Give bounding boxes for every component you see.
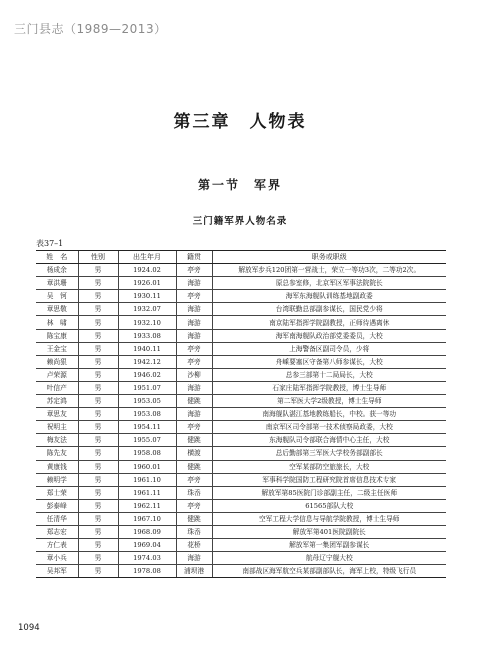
table-header-row [36, 251, 446, 264]
birth-date-cell: 1926.01 [118, 277, 176, 290]
gender-cell: 男 [78, 473, 118, 486]
gender-cell: 男 [78, 303, 118, 316]
birth-date-cell: 1954.11 [118, 421, 176, 434]
hometown-cell: 花桥 [176, 539, 212, 552]
hometown-cell: 健跳 [176, 460, 212, 473]
column-header-gender: 性别 [78, 251, 118, 264]
gender-cell: 男 [78, 447, 118, 460]
column-header-name: 姓 名 [36, 251, 78, 264]
birth-date-cell: 1962.11 [118, 499, 176, 512]
position-cell: 解放军第一集团军副参谋长 [212, 539, 446, 552]
hometown-cell: 亭旁 [176, 499, 212, 512]
table-row [36, 264, 446, 277]
hometown-cell: 亭旁 [176, 264, 212, 277]
hometown-cell: 海游 [176, 277, 212, 290]
position-cell: 东海舰队司令部联合海情中心主任，大校 [212, 434, 446, 447]
birth-date-cell: 1951.07 [118, 381, 176, 394]
name-cell: 吴 钶 [36, 290, 78, 303]
name-cell: 章小兵 [36, 552, 78, 565]
birth-date-cell: 1961.11 [118, 486, 176, 499]
position-cell: 军事科学院国防工程研究院首席信息技术专家 [212, 473, 446, 486]
gender-cell: 男 [78, 342, 118, 355]
birth-date-cell: 1932.07 [118, 303, 176, 316]
column-header-hometown: 籍贯 [176, 251, 212, 264]
table-row [36, 421, 446, 434]
table-row [36, 355, 446, 368]
position-cell: 解放军第85医院门诊部副主任，二级主任医师 [212, 486, 446, 499]
name-cell: 陈先友 [36, 447, 78, 460]
position-cell: 解放军步兵120团第一营战士，荣立一等功3次，二等功2次。 [212, 264, 446, 277]
gender-cell: 男 [78, 421, 118, 434]
position-cell: 原总参室修，北京军区军事法院院长 [212, 277, 446, 290]
name-cell: 黄康钱 [36, 460, 78, 473]
running-head: 三门县志（1989—2013） [14, 22, 167, 36]
position-cell: 南海舰队湛江基地教练船长，中校。获一等功 [212, 408, 446, 421]
gender-cell: 男 [78, 355, 118, 368]
position-cell: 舟嵊要塞区守备第八师参谋长，大校 [212, 355, 446, 368]
position-cell: 空军某部防空旅旅长，大校 [212, 460, 446, 473]
table-row [36, 473, 446, 486]
gender-cell: 男 [78, 460, 118, 473]
table-body [36, 264, 446, 578]
gender-cell: 男 [78, 499, 118, 512]
gender-cell: 男 [78, 552, 118, 565]
gender-cell: 男 [78, 277, 118, 290]
hometown-cell: 健跳 [176, 434, 212, 447]
hometown-cell: 海游 [176, 408, 212, 421]
hometown-cell: 珠岙 [176, 486, 212, 499]
hometown-cell: 亭旁 [176, 421, 212, 434]
hometown-cell: 沙柳 [176, 368, 212, 381]
gender-cell: 男 [78, 316, 118, 329]
gender-cell: 男 [78, 539, 118, 552]
table-row [36, 460, 446, 473]
table-row [36, 290, 446, 303]
position-cell: 南部战区海军航空兵某部副部队长，海军上校，特级飞行员 [212, 565, 446, 578]
birth-date-cell: 1940.11 [118, 342, 176, 355]
column-header-birth-date: 出生年月 [118, 251, 176, 264]
table-row [36, 539, 446, 552]
hometown-cell: 亭旁 [176, 355, 212, 368]
table-row [36, 447, 446, 460]
gender-cell: 男 [78, 329, 118, 342]
position-cell: 海军南海舰队政治部党委委员，大校 [212, 329, 446, 342]
gender-cell: 男 [78, 408, 118, 421]
table-row [36, 368, 446, 381]
gender-cell: 男 [78, 486, 118, 499]
name-cell: 章洪珊 [36, 277, 78, 290]
table-row [36, 434, 446, 447]
name-cell: 郑志宏 [36, 525, 78, 538]
name-cell: 赖尚狠 [36, 355, 78, 368]
gender-cell: 男 [78, 395, 118, 408]
birth-date-cell: 1978.08 [118, 565, 176, 578]
hometown-cell: 横渡 [176, 447, 212, 460]
table-row [36, 552, 446, 565]
table-title: 三门籍军界人物名录 [192, 216, 288, 227]
position-cell: 解放军第401医院副院长 [212, 525, 446, 538]
position-cell: 台湾联勤总部副参谋长，国民党少将 [212, 303, 446, 316]
name-cell: 王金宝 [36, 342, 78, 355]
position-cell: 空军工程大学信息与导航学院教授，博士生导师 [212, 512, 446, 525]
gender-cell: 男 [78, 525, 118, 538]
position-cell: 石家庄陆军指挥学院教授，博士生导师 [212, 381, 446, 394]
position-cell: 海军东海舰队训练基地副政委 [212, 290, 446, 303]
chapter-title: 第三章 人物表 [173, 112, 307, 132]
table-number: 表37–1 [36, 239, 64, 248]
gender-cell: 男 [78, 264, 118, 277]
gender-cell: 男 [78, 512, 118, 525]
section-title: 第一节 军界 [197, 178, 282, 192]
birth-date-cell: 1969.04 [118, 539, 176, 552]
name-cell: 梅友法 [36, 434, 78, 447]
gender-cell: 男 [78, 368, 118, 381]
position-cell: 总参三部第十二局局长，大校 [212, 368, 446, 381]
position-cell: 南京陆军指挥学院副教授，正师待遇离休 [212, 316, 446, 329]
birth-date-cell: 1974.03 [118, 552, 176, 565]
table-row [36, 525, 446, 538]
hometown-cell: 海游 [176, 303, 212, 316]
table-row [36, 316, 446, 329]
name-cell: 彭泰峰 [36, 499, 78, 512]
position-cell: 总后勤部第三军医大学校务部副部长 [212, 447, 446, 460]
hometown-cell: 海游 [176, 552, 212, 565]
hometown-cell: 亭旁 [176, 290, 212, 303]
name-cell: 任清华 [36, 512, 78, 525]
birth-date-cell: 1933.08 [118, 329, 176, 342]
birth-date-cell: 1924.02 [118, 264, 176, 277]
page-number: 1094 [18, 623, 40, 633]
hometown-cell: 珠岙 [176, 525, 212, 538]
gender-cell: 男 [78, 381, 118, 394]
hometown-cell: 亭旁 [176, 473, 212, 486]
table-row [36, 277, 446, 290]
name-cell: 章思友 [36, 408, 78, 421]
position-cell: 第二军医大学2级教授，博士生导师 [212, 395, 446, 408]
position-cell: 南京军区司令部第一技术侦察局政委，大校 [212, 421, 446, 434]
birth-date-cell: 1946.02 [118, 368, 176, 381]
birth-date-cell: 1953.08 [118, 408, 176, 421]
hometown-cell: 浦坝港 [176, 565, 212, 578]
birth-date-cell: 1958.08 [118, 447, 176, 460]
table-row [36, 499, 446, 512]
name-cell: 苏定鸿 [36, 395, 78, 408]
birth-date-cell: 1961.10 [118, 473, 176, 486]
name-cell: 杨成余 [36, 264, 78, 277]
military-personnel-table [36, 250, 446, 578]
birth-date-cell: 1930.11 [118, 290, 176, 303]
gender-cell: 男 [78, 565, 118, 578]
column-header-position: 职务或职级 [212, 251, 446, 264]
hometown-cell: 海游 [176, 316, 212, 329]
name-cell: 卢荣源 [36, 368, 78, 381]
birth-date-cell: 1955.07 [118, 434, 176, 447]
name-cell: 方仁表 [36, 539, 78, 552]
hometown-cell: 海游 [176, 329, 212, 342]
birth-date-cell: 1942.12 [118, 355, 176, 368]
name-cell: 叶信产 [36, 381, 78, 394]
name-cell: 赖明学 [36, 473, 78, 486]
name-cell: 章思敬 [36, 303, 78, 316]
table-row [36, 395, 446, 408]
name-cell: 林 啸 [36, 316, 78, 329]
birth-date-cell: 1953.05 [118, 395, 176, 408]
position-cell: 航母辽宁舰大校 [212, 552, 446, 565]
birth-date-cell: 1967.10 [118, 512, 176, 525]
position-cell: 61565部队大校 [212, 499, 446, 512]
table-row [36, 342, 446, 355]
name-cell: 祝明主 [36, 421, 78, 434]
hometown-cell: 海游 [176, 381, 212, 394]
position-cell: 上海警备区副司令员，少将 [212, 342, 446, 355]
table-row [36, 381, 446, 394]
birth-date-cell: 1960.01 [118, 460, 176, 473]
table-row [36, 565, 446, 578]
table-row [36, 486, 446, 499]
birth-date-cell: 1968.09 [118, 525, 176, 538]
gender-cell: 男 [78, 434, 118, 447]
name-cell: 吴邦军 [36, 565, 78, 578]
name-cell: 陈宝康 [36, 329, 78, 342]
hometown-cell: 健跳 [176, 395, 212, 408]
hometown-cell: 亭旁 [176, 342, 212, 355]
table-row [36, 303, 446, 316]
table-row [36, 329, 446, 342]
hometown-cell: 健跳 [176, 512, 212, 525]
table-row [36, 512, 446, 525]
table-row [36, 408, 446, 421]
gender-cell: 男 [78, 290, 118, 303]
birth-date-cell: 1932.10 [118, 316, 176, 329]
name-cell: 郑士荣 [36, 486, 78, 499]
